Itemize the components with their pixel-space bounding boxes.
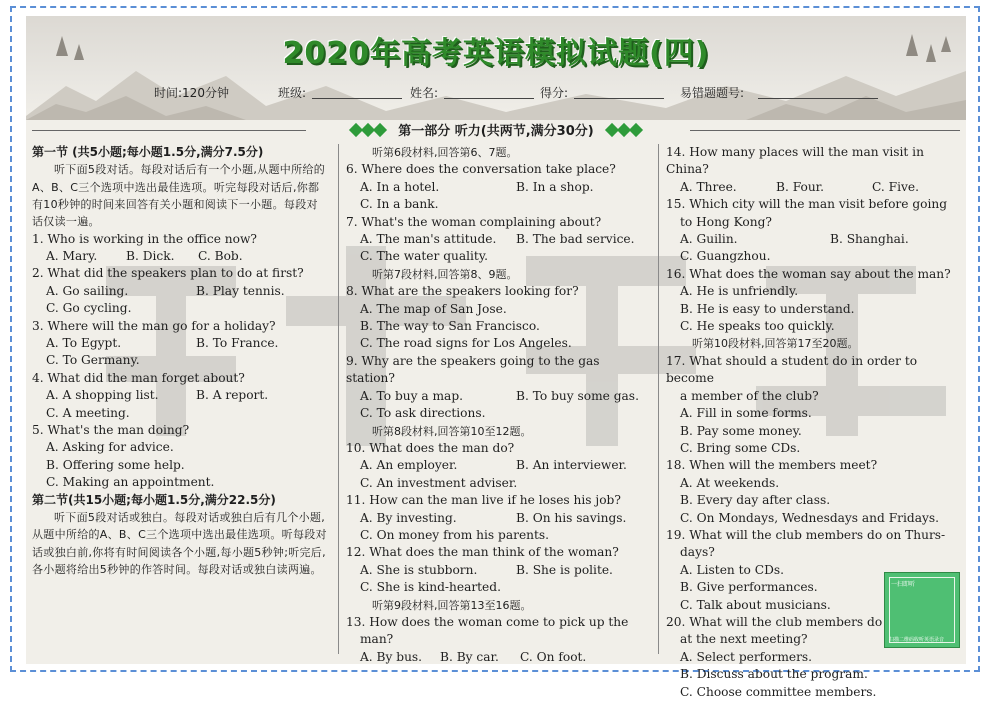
option-16a[interactable]: A. He is unfriendly. (680, 284, 799, 299)
option-b[interactable]: B. On his savings. (516, 510, 627, 525)
column-divider (338, 144, 339, 654)
option-b[interactable]: B. A report. (196, 388, 269, 403)
question-20-cont: at the next meeting? (680, 632, 808, 647)
option-5a[interactable]: A. Asking for advice. (46, 440, 174, 455)
material-note-10: 听第10段材料,回答第17至20题。 (692, 337, 859, 351)
part-title: 第一部分 听力(共两节,满分30分) (398, 124, 594, 139)
material-note-6: 听第6段材料,回答第6、7题。 (372, 146, 518, 159)
question-19: 19. What will the club members do on Thurs- (666, 527, 946, 542)
option-a[interactable]: A. She is stubborn. (360, 562, 478, 577)
question-9: 9. Why are the speakers going to the gas station? (346, 353, 600, 386)
options-7-c (346, 248, 646, 265)
heading-rule-left (32, 130, 306, 131)
question-8: 8. What are the speakers looking for? (346, 284, 579, 299)
options-4-c (32, 405, 328, 422)
option-8a[interactable]: A. The map of San Jose. (360, 301, 507, 316)
option-19a[interactable]: A. Listen to CDs. (680, 562, 784, 577)
options-7 (346, 231, 646, 248)
option-a[interactable]: A. Guilin. (680, 232, 738, 247)
options-11 (346, 510, 646, 527)
question-20: 20. What will the club members do (666, 614, 883, 629)
question-16: 16. What does the woman say about the man? (666, 266, 951, 281)
options-12-c (346, 579, 646, 596)
option-a[interactable]: A. By investing. (360, 510, 457, 525)
option-a[interactable]: A. An employer. (360, 458, 458, 473)
option-c[interactable]: C. Go cycling. (46, 301, 132, 316)
option-19b[interactable]: B. Give performances. (680, 580, 818, 595)
option-a[interactable]: A. The man's attitude. (360, 232, 497, 247)
option-17b[interactable]: B. Pay some money. (680, 423, 802, 438)
option-b[interactable]: B. By car. (440, 649, 499, 664)
info-row (26, 84, 966, 104)
option-c[interactable]: C. In a bank. (360, 197, 439, 212)
options-6 (346, 179, 646, 196)
option-20b[interactable]: B. Discuss about the program. (680, 667, 868, 682)
question-3: 3. Where will the man go for a holiday? (32, 318, 276, 333)
option-b[interactable]: B. Dick. (126, 249, 175, 263)
option-a[interactable]: A. To Egypt. (46, 336, 122, 351)
heading-rule-right (690, 130, 960, 131)
options-13 (346, 649, 646, 666)
option-b[interactable]: B. She is polite. (516, 562, 613, 577)
stamp-bottom-text: 扫描二维码收听英语录音 (889, 637, 945, 643)
material-note-9: 听第9段材料,回答第13至16题。 (372, 598, 532, 612)
material-note-7: 听第7段材料,回答第8、9题。 (372, 267, 518, 281)
option-c[interactable]: C. On foot. (520, 649, 587, 664)
option-b[interactable]: B. Play tennis. (196, 283, 285, 298)
question-17-cont: a member of the club? (680, 388, 819, 403)
option-a[interactable]: A. To buy a map. (360, 388, 463, 403)
option-17a[interactable]: A. Fill in some forms. (680, 406, 812, 421)
question-19-cont: days? (680, 545, 715, 560)
options-3-c (32, 352, 328, 369)
stamp-top-text: 一扫即听 (891, 581, 916, 588)
diamond-icon (606, 124, 642, 139)
option-c[interactable]: C. On money from his parents. (360, 527, 550, 542)
option-17c[interactable]: C. Bring some CDs. (680, 440, 801, 455)
option-c[interactable]: C. To Germany. (46, 353, 140, 368)
column-1 (32, 144, 328, 578)
section2-title: 第二节(共15小题;每小题1.5分,满分22.5分) (32, 492, 276, 507)
options-15 (666, 231, 958, 248)
score-blank[interactable] (574, 98, 664, 99)
option-5c[interactable]: C. Making an appointment. (46, 475, 215, 490)
question-4: 4. What did the man forget about? (32, 370, 245, 385)
option-c[interactable]: C. To ask directions. (360, 406, 486, 421)
exam-title: 2020年高考英语模拟试题(四) (282, 36, 710, 71)
option-18b[interactable]: B. Every day after class. (680, 493, 831, 508)
score-label: 得分: (540, 86, 569, 100)
class-label: 班级: (278, 86, 307, 100)
options-11-c (346, 527, 646, 544)
question-14: 14. How many places will the man visit in China? (666, 145, 924, 177)
option-c[interactable]: C. Five. (872, 179, 919, 194)
options-9 (346, 388, 646, 405)
section2-instructions: 听下面5段对话或独白。每段对话或独白后有几个小题,从题中所给的A、B、C三个选项中选出最佳选项。听每段对话或独白前,你将有时间阅读各个小题,每小题5秒钟;听完后,各小题将给出5秒钟的作答时间。每段对话或独白读两遍。 (32, 511, 327, 576)
option-a[interactable]: A. In a hotel. (360, 179, 440, 194)
question-15: 15. Which city will the man visit before going (666, 197, 948, 212)
class-blank[interactable] (312, 98, 402, 99)
options-3 (32, 335, 328, 352)
options-10-c (346, 475, 646, 492)
option-c[interactable]: C. Bob. (198, 249, 243, 263)
option-b[interactable]: B. An interviewer. (516, 458, 627, 473)
options-6-c (346, 196, 646, 213)
question-12: 12. What does the man think of the woman? (346, 545, 619, 560)
question-15-cont: to Hong Kong? (680, 214, 772, 229)
part-heading (26, 120, 966, 140)
options-1 (32, 248, 328, 265)
question-6: 6. Where does the conversation take place? (346, 162, 616, 177)
option-20a[interactable]: A. Select performers. (680, 649, 813, 664)
option-b[interactable]: B. Shanghai. (830, 232, 909, 247)
error-label: 易错题题号: (680, 86, 745, 100)
options-14 (666, 179, 958, 196)
option-b[interactable]: B. The bad service. (516, 232, 635, 247)
options-10 (346, 457, 646, 474)
column-divider (658, 144, 659, 654)
question-10: 10. What does the man do? (346, 440, 515, 455)
question-13-cont: man? (360, 632, 394, 647)
option-8b[interactable]: B. The way to San Francisco. (360, 319, 540, 334)
option-a[interactable]: A. Three. (680, 179, 737, 194)
option-c[interactable]: C. A meeting. (46, 405, 130, 420)
question-17: 17. What should a student do in order to become (666, 353, 918, 386)
options-9-c (346, 405, 646, 422)
options-12 (346, 562, 646, 579)
exam-paper (26, 16, 966, 699)
option-5b[interactable]: B. Offering some help. (46, 457, 185, 472)
option-16b[interactable]: B. He is easy to understand. (680, 301, 855, 316)
option-c[interactable]: C. Guangzhou. (680, 249, 771, 264)
option-c[interactable]: C. An investment adviser. (360, 475, 518, 490)
option-16c[interactable]: C. He speaks too quickly. (680, 319, 835, 334)
option-18c[interactable]: C. On Mondays, Wednesdays and Fridays. (680, 510, 939, 525)
material-note-8: 听第8段材料,回答第10至12题。 (372, 424, 532, 438)
question-1: 1. Who is working in the office now? (32, 231, 257, 246)
question-2: 2. What did the speakers plan to do at first? (32, 266, 304, 281)
name-blank[interactable] (444, 98, 534, 99)
error-blank[interactable] (758, 98, 878, 99)
question-5: 5. What's the man doing? (32, 423, 190, 438)
option-b[interactable]: B. To buy some gas. (516, 388, 639, 403)
option-19c[interactable]: C. Talk about musicians. (680, 597, 831, 612)
question-13: 13. How does the woman come to pick up the (346, 614, 629, 629)
question-11: 11. How can the man live if he loses his job? (346, 493, 621, 508)
option-a[interactable]: A. By bus. (360, 649, 423, 664)
name-label: 姓名: (410, 86, 439, 100)
options-4 (32, 387, 328, 404)
option-b[interactable]: B. In a shop. (516, 179, 594, 194)
option-c[interactable]: C. The water quality. (360, 249, 488, 264)
options-15-c (666, 248, 958, 265)
option-18a[interactable]: A. At weekends. (680, 475, 780, 490)
question-18: 18. When will the members meet? (666, 458, 878, 473)
diamond-icon (350, 124, 386, 139)
column-2 (346, 144, 646, 666)
option-a[interactable]: A. Go sailing. (46, 283, 129, 298)
option-a[interactable]: A. A shopping list. (46, 388, 159, 403)
options-2 (32, 283, 328, 300)
option-b[interactable]: B. To France. (196, 336, 279, 351)
section1-instructions: 听下面5段对话。每段对话后有一个小题,从题中所给的A、B、C三个选项中选出最佳选项。听完每段对话后,你都有10秒钟的时间来回答有关小题和阅读下一小题。每段对话仅读一遍。 (32, 163, 325, 229)
option-a[interactable]: A. Mary. (46, 249, 98, 263)
qr-code-stamp[interactable] (884, 572, 960, 648)
time-label: 时间:120分钟 (154, 86, 229, 100)
option-20c[interactable]: C. Choose committee members. (680, 684, 877, 699)
option-8c[interactable]: C. The road signs for Los Angeles. (360, 336, 572, 351)
option-c[interactable]: C. She is kind-hearted. (360, 580, 501, 595)
option-b[interactable]: B. Four. (776, 179, 825, 194)
options-2-c (32, 300, 328, 317)
question-7: 7. What's the woman complaining about? (346, 214, 602, 229)
header-banner (26, 16, 966, 120)
section1-title: 第一节 (共5小题;每小题1.5分,满分7.5分) (32, 145, 264, 159)
